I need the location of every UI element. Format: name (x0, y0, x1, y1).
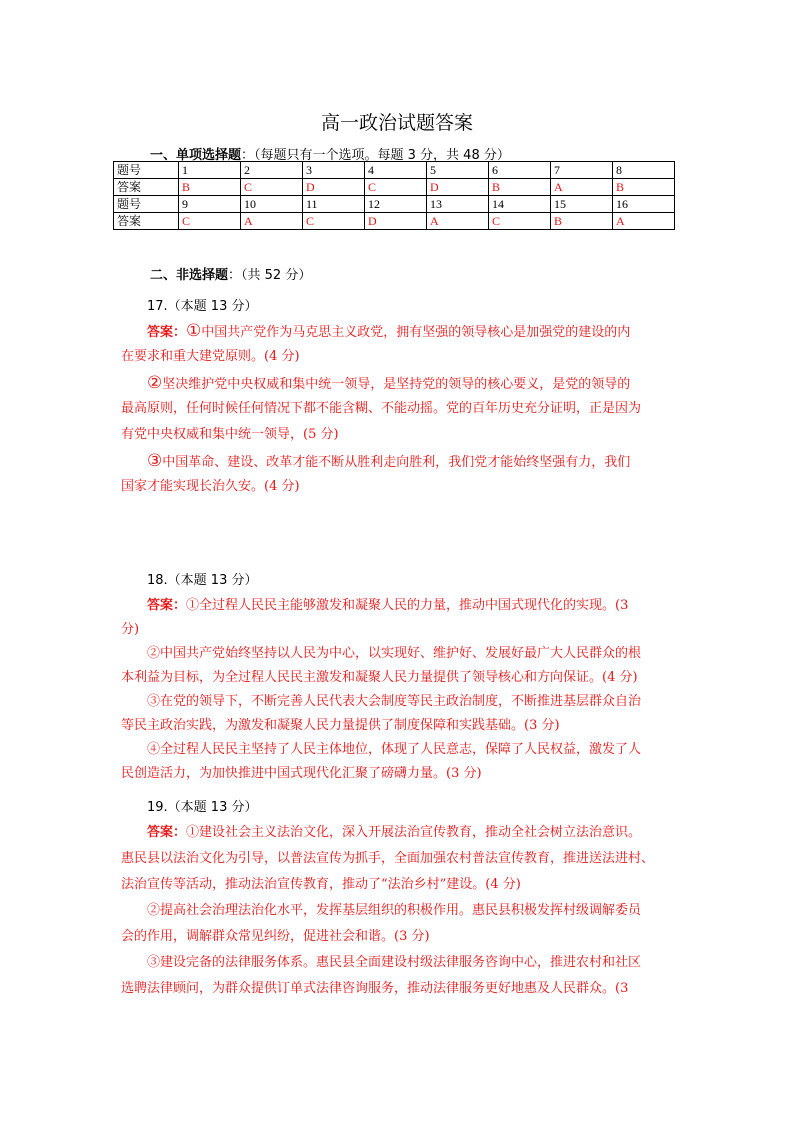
question-number-cell: 8 (613, 162, 675, 179)
row-header: 答案 (114, 213, 179, 230)
q17-answer (121, 318, 677, 500)
q19-heading: 19.（本题 13 分） (147, 800, 258, 815)
q17-p3-line1: 中国革命、建设、改革才能不断从胜利走向胜利，我们党才能始终坚强有力，我们 (162, 455, 631, 470)
q17-p1-line1: 中国共产党作为马克思主义政党，拥有坚强的领导核心是加强党的建设的内 (201, 325, 631, 340)
q18-p2-line1: ②中国共产党始终坚持以人民为中心，以实现好、维护好、发展好最广大人民群众的根 (147, 646, 642, 661)
q18-answer (121, 594, 677, 786)
question-number-cell: 4 (365, 162, 427, 179)
q18-p3-line1: ③在党的领导下，不断完善人民代表大会制度等民主政治制度，不断推进基层群众自治 (147, 694, 642, 709)
question-number-cell: 5 (427, 162, 489, 179)
answer-cell: A (427, 213, 489, 230)
row-header: 题号 (114, 162, 179, 179)
q19-p3-line2: 选聘法律顾问，为群众提供订单式法律咨询服务，推动法律服务更好地惠及人民群众。(3 (121, 981, 629, 996)
question-number-row (114, 196, 675, 213)
q19-p3-line1: ③建设完备的法律服务体系。惠民县全面建设村级法律服务咨询中心，推进农村和社区 (147, 955, 642, 970)
question-number-cell: 14 (489, 196, 551, 213)
q18-heading: 18.（本题 13 分） (147, 573, 258, 588)
question-number-cell: 10 (241, 196, 303, 213)
row-header: 题号 (114, 196, 179, 213)
q17-answer-label: 答案： (147, 325, 187, 340)
q19-p1-line2: 惠民县以法治文化为引导，以普法宣传为抓手，全面加强农村普法宣传教育，推进送法进村、 (121, 851, 655, 866)
q17-p3-num: ③ (147, 451, 163, 471)
answer-cell: B (489, 179, 551, 196)
q17-p2-line1: 坚决维护党中央权威和集中统一领导，是坚持党的领导的核心要义，是党的领导的 (162, 377, 631, 392)
question-number-cell: 16 (613, 196, 675, 213)
q17-heading: 17.（本题 13 分） (147, 299, 258, 314)
section2-note: ：（共 52 分） (228, 268, 312, 283)
answer-cell: C (241, 179, 303, 196)
q17-p1-num: ① (186, 321, 202, 341)
question-number-cell: 2 (241, 162, 303, 179)
section2-heading (150, 264, 311, 283)
q19-answer (121, 820, 677, 1002)
section1-note: ：（每题只有一个选项。每题 3 分，共 48 分） (241, 148, 510, 163)
answer-cell: A (551, 179, 613, 196)
q18-p4-line1: ④全过程人民民主坚持了人民主体地位，体现了人民意志，保障了人民权益，激发了人 (147, 742, 642, 757)
q18-p2-line2: 本利益为目标，为全过程人民民主激发和凝聚人民力量提供了领导核心和方向保证。(4 分) (121, 670, 638, 685)
answer-cell: B (551, 213, 613, 230)
q18-answer-label: 答案： (147, 598, 187, 613)
answer-cell: C (489, 213, 551, 230)
answer-cell: D (303, 179, 365, 196)
q17-p2-line3: 有党中央权威和集中统一领导，(5 分) (121, 427, 339, 442)
row-header: 答案 (114, 179, 179, 196)
q17-p1-line2: 在要求和重大建党原则。(4 分) (121, 349, 300, 364)
section2-label: 二、非选择题 (150, 268, 229, 283)
question-number-cell: 3 (303, 162, 365, 179)
q17-p3-line2: 国家才能实现长治久安。(4 分) (121, 479, 300, 494)
answer-cell: A (241, 213, 303, 230)
question-number-cell: 7 (551, 162, 613, 179)
question-number-cell: 12 (365, 196, 427, 213)
question-number-row (114, 162, 675, 179)
q19-p1-line3: 法治宣传等活动，推动法治宣传教育，推动了“法治乡村”建设。(4 分) (121, 877, 521, 892)
answer-cell: C (303, 213, 365, 230)
q17-p2-line2: 最高原则，任何时候任何情况下都不能含糊、不能动摇。党的百年历史充分证明，正是因为 (121, 401, 642, 416)
answer-cell: A (613, 213, 675, 230)
question-number-cell: 6 (489, 162, 551, 179)
answer-cell: C (365, 179, 427, 196)
answer-table (113, 161, 675, 230)
q19-p1-line1: ①建设社会主义法治文化，深入开展法治宣传教育，推动全社会树立法治意识。 (186, 825, 642, 840)
q18-p4-line2: 民创造活力，为加快推进中国式现代化汇聚了磅礴力量。(3 分) (121, 766, 482, 781)
page-title: 高一政治试题答案 (320, 112, 473, 134)
question-number-cell: 9 (179, 196, 241, 213)
q18-p3-line2: 等民主政治实践，为激发和凝聚人民力量提供了制度保障和实践基础。(3 分) (121, 718, 560, 733)
answer-cell: B (179, 179, 241, 196)
answer-cell: C (179, 213, 241, 230)
question-number-cell: 1 (179, 162, 241, 179)
q19-p2-line1: ②提高社会治理法治化水平，发挥基层组织的积极作用。惠民县积极发挥村级调解委员 (147, 903, 642, 918)
question-number-cell: 15 (551, 196, 613, 213)
q17-p2-num: ② (147, 373, 163, 393)
question-number-cell: 13 (427, 196, 489, 213)
answer-row (114, 179, 675, 196)
answer-row (114, 213, 675, 230)
q19-answer-label: 答案： (147, 825, 187, 840)
answer-cell: D (427, 179, 489, 196)
section1-label: 一、单项选择题 (150, 148, 242, 163)
q18-p1-line1: ①全过程人民民主能够激发和凝聚人民的力量，推动中国式现代化的实现。(3 (186, 598, 629, 613)
q18-p1-line2: 分) (121, 622, 140, 637)
answer-cell: D (365, 213, 427, 230)
answer-cell: B (613, 179, 675, 196)
question-number-cell: 11 (303, 196, 365, 213)
q19-p2-line2: 会的作用，调解群众常见纠纷，促进社会和谐。(3 分) (121, 929, 430, 944)
